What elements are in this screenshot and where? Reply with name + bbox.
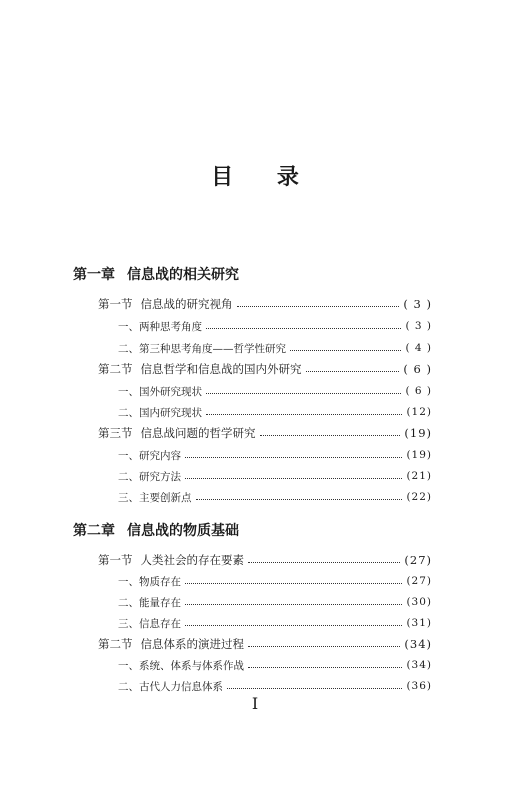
dot-leader <box>237 306 400 307</box>
subsection-title: 研究内容 <box>139 449 181 462</box>
page-number: (34) <box>406 659 432 671</box>
toc-section-entry[interactable] <box>98 296 432 312</box>
dot-leader <box>206 393 401 394</box>
page-number: (30) <box>406 596 432 608</box>
page-number: (19) <box>406 449 432 461</box>
chapter-label: 第一章 <box>73 267 115 283</box>
section-title: 人类社会的存在要素 <box>140 553 244 567</box>
dot-leader <box>227 688 402 689</box>
subsection-title: 系统、体系与体系作战 <box>139 659 244 672</box>
toc-section-entry[interactable] <box>98 552 432 568</box>
toc-subsection-entry[interactable] <box>118 404 432 420</box>
page-number: (34) <box>404 637 432 651</box>
subsection-label: 二、 <box>118 342 139 355</box>
section-label: 第二节 <box>98 362 133 376</box>
dot-leader <box>248 562 400 563</box>
page-number: (36) <box>406 680 432 692</box>
page-number: (22) <box>406 491 432 503</box>
dot-leader <box>248 667 402 668</box>
page-number: ( 4 ) <box>405 342 432 354</box>
toc-subsection-entry[interactable] <box>118 657 432 673</box>
section-label: 第一节 <box>98 553 133 567</box>
toc-subsection-entry[interactable] <box>118 318 432 334</box>
dot-leader <box>185 478 402 479</box>
toc-subsection-entry[interactable] <box>118 489 432 505</box>
subsection-label: 一、 <box>118 575 139 588</box>
subsection-title: 主要创新点 <box>139 491 192 504</box>
toc-section-entry[interactable] <box>98 361 432 377</box>
page-number: (27) <box>406 575 432 587</box>
subsection-label: 二、 <box>118 406 139 419</box>
chapter-heading[interactable] <box>73 520 239 540</box>
toc-subsection-entry[interactable] <box>118 468 432 484</box>
subsection-label: 三、 <box>118 617 139 630</box>
section-label: 第二节 <box>98 637 133 651</box>
page-number: ( 6 ) <box>403 362 432 376</box>
page-number: ( 6 ) <box>405 385 432 397</box>
dot-leader <box>185 604 402 605</box>
toc-subsection-entry[interactable] <box>118 383 432 399</box>
toc-section-entry[interactable] <box>98 636 432 652</box>
subsection-title: 两种思考角度 <box>139 320 202 333</box>
toc-subsection-entry[interactable] <box>118 615 432 631</box>
page-number: (31) <box>406 617 432 629</box>
subsection-label: 一、 <box>118 385 139 398</box>
page-number: ( 3 ) <box>405 320 432 332</box>
chapter-title: 信息战的相关研究 <box>127 267 239 283</box>
page-number: (27) <box>404 553 432 567</box>
subsection-label: 二、 <box>118 596 139 609</box>
subsection-label: 三、 <box>118 491 139 504</box>
subsection-label: 二、 <box>118 470 139 483</box>
subsection-label: 二、 <box>118 680 139 693</box>
dot-leader <box>206 328 401 329</box>
subsection-title: 研究方法 <box>139 470 181 483</box>
toc-subsection-entry[interactable] <box>118 447 432 463</box>
subsection-label: 一、 <box>118 320 139 333</box>
page-title: 目 录 <box>211 164 317 190</box>
page-folio: I <box>251 694 259 713</box>
dot-leader <box>248 646 400 647</box>
section-title: 信息体系的演进过程 <box>140 637 244 651</box>
section-label: 第一节 <box>98 297 133 311</box>
chapter-heading[interactable] <box>73 264 239 284</box>
dot-leader <box>306 371 400 372</box>
subsection-title: 国内研究现状 <box>139 406 202 419</box>
section-title: 信息战的研究视角 <box>140 297 233 311</box>
dot-leader <box>206 414 402 415</box>
subsection-title: 能量存在 <box>139 596 181 609</box>
dot-leader <box>185 457 402 458</box>
toc-subsection-entry[interactable] <box>118 678 432 694</box>
section-title: 信息哲学和信息战的国内外研究 <box>140 362 302 376</box>
subsection-title: 第三种思考角度——哲学性研究 <box>139 342 286 355</box>
subsection-label: 一、 <box>118 449 139 462</box>
section-title: 信息战问题的哲学研究 <box>140 426 256 440</box>
dot-leader <box>260 435 401 436</box>
section-label: 第三节 <box>98 426 133 440</box>
dot-leader <box>196 499 403 500</box>
page-number: (19) <box>404 426 432 440</box>
subsection-title: 信息存在 <box>139 617 181 630</box>
page-number: ( 3 ) <box>403 297 432 311</box>
chapter-title: 信息战的物质基础 <box>127 523 239 539</box>
page-number: (12) <box>406 406 432 418</box>
chapter-label: 第二章 <box>73 523 115 539</box>
subsection-label: 一、 <box>118 659 139 672</box>
subsection-title: 古代人力信息体系 <box>139 680 223 693</box>
toc-section-entry[interactable] <box>98 425 432 441</box>
subsection-title: 物质存在 <box>139 575 181 588</box>
page-number: (21) <box>406 470 432 482</box>
dot-leader <box>185 583 402 584</box>
toc-subsection-entry[interactable] <box>118 340 432 356</box>
dot-leader <box>185 625 402 626</box>
subsection-title: 国外研究现状 <box>139 385 202 398</box>
toc-subsection-entry[interactable] <box>118 573 432 589</box>
dot-leader <box>290 350 401 351</box>
toc-subsection-entry[interactable] <box>118 594 432 610</box>
